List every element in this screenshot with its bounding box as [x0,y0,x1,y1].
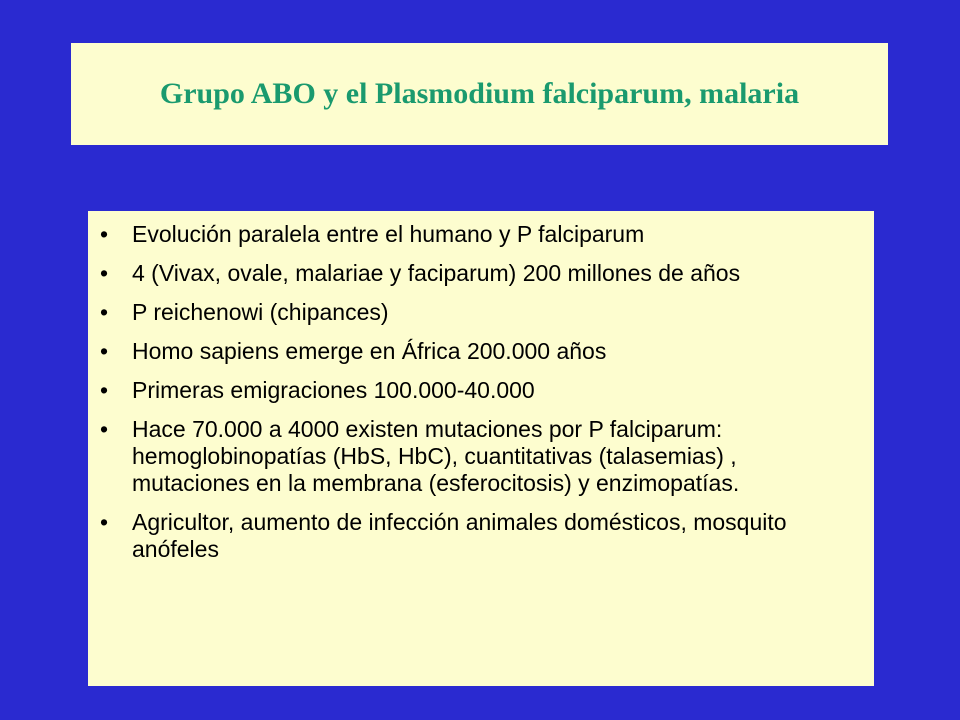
bullet-text: Homo sapiens emerge en África 200.000 años [132,338,607,364]
content-panel [88,211,874,686]
bullet-item [88,221,856,248]
bullet-list [88,221,856,563]
bullet-item [88,416,856,497]
bullet-item [88,299,856,326]
bullet-text: Agricultor, aumento de infección animales domésticos, mosquito anófeles [132,509,787,562]
bullet-item [88,338,856,365]
bullet-dot-icon: • [100,338,109,364]
bullet-item [88,509,856,563]
bullet-dot-icon: • [100,377,109,403]
bullet-item [88,260,856,287]
bullet-text: Hace 70.000 a 4000 existen mutaciones por P falciparum: hemoglobinopatías (HbS, HbC), cuantitativas (talasemias) , mutaciones en la membrana (esferocitosis) y enzimopatías. [132,416,740,496]
bullet-dot-icon: • [100,260,109,286]
bullet-dot-icon: • [100,509,109,535]
bullet-dot-icon: • [100,299,109,325]
bullet-text: Evolución paralela entre el humano y P falciparum [132,221,645,247]
title-panel [71,43,888,145]
bullet-dot-icon: • [100,416,109,442]
bullet-item [88,377,856,404]
slide-title: Grupo ABO y el Plasmodium falciparum, malaria [159,77,800,110]
bullet-dot-icon: • [100,221,109,247]
bullet-text: P reichenowi (chipances) [132,299,389,325]
bullet-text: 4 (Vivax, ovale, malariae y faciparum) 200 millones de años [132,260,741,286]
bullet-text: Primeras emigraciones 100.000-40.000 [132,377,535,403]
